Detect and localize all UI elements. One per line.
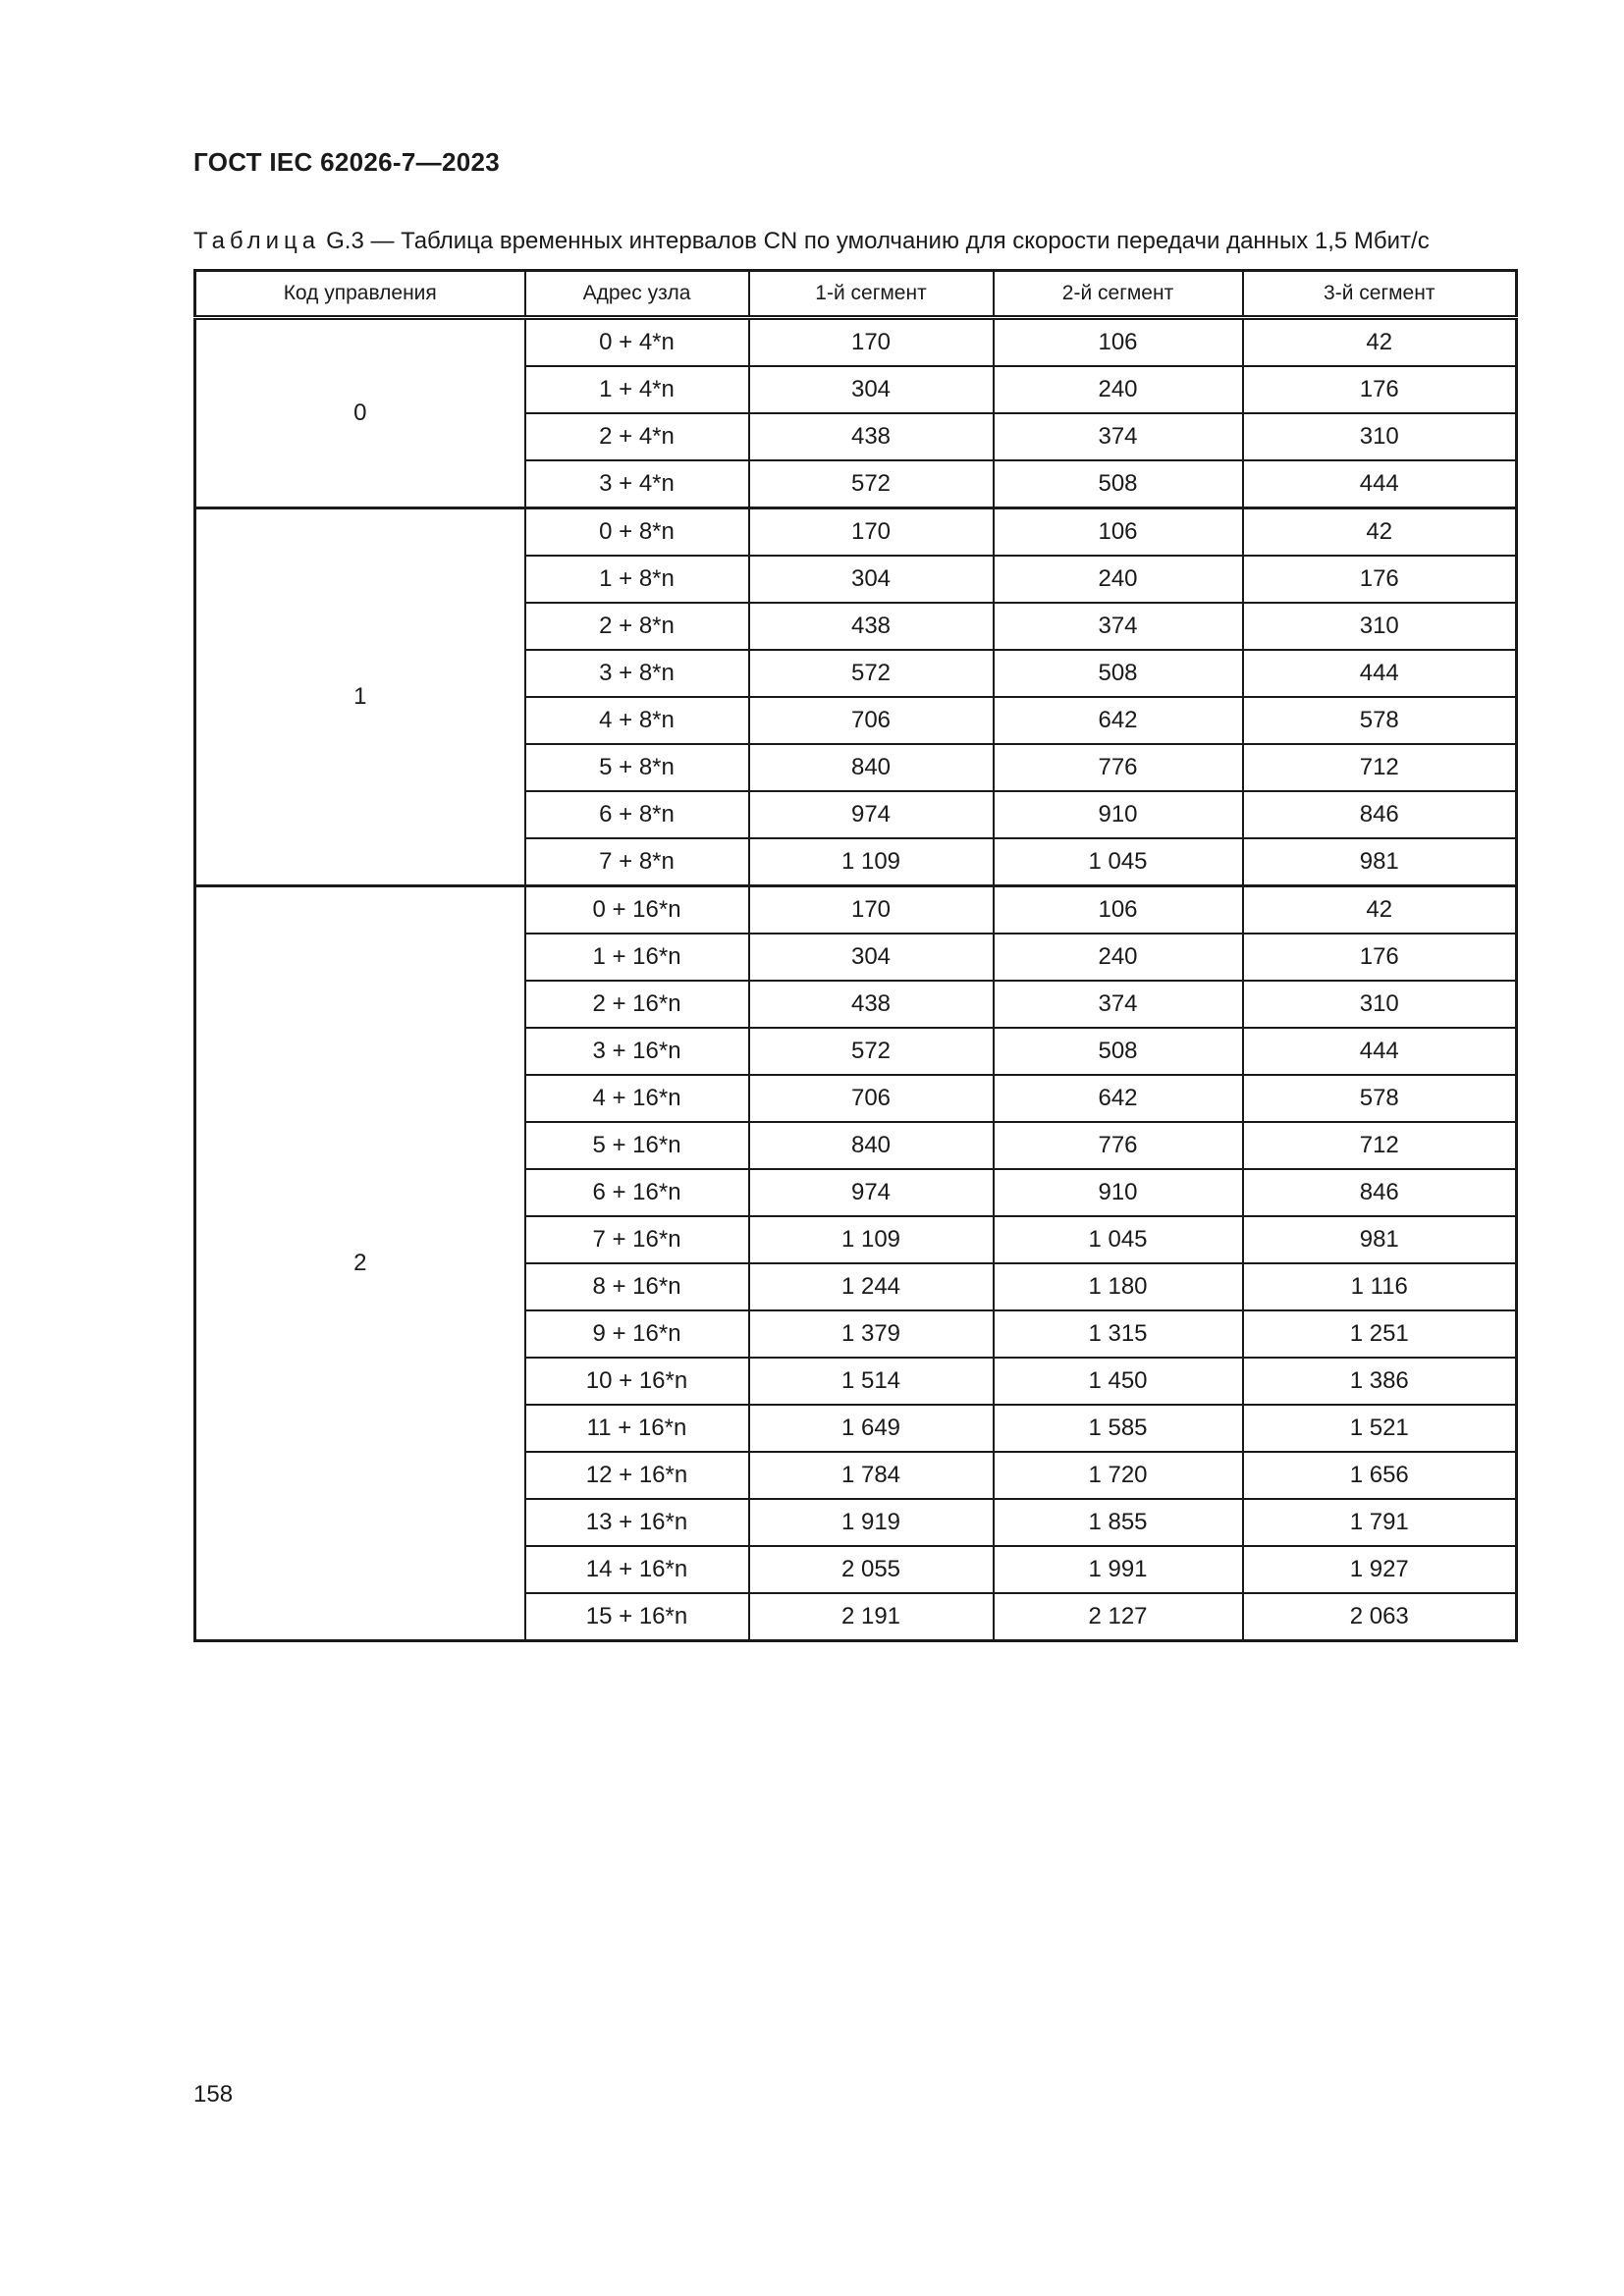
segment-3-cell: 1 251 [1243,1310,1517,1358]
segment-2-cell: 1 180 [994,1263,1243,1310]
node-address-cell: 7 + 8*n [525,838,749,886]
node-address-cell: 2 + 16*n [525,981,749,1028]
segment-1-cell: 170 [749,886,994,934]
segment-2-cell: 642 [994,697,1243,744]
segment-3-cell: 578 [1243,1075,1517,1122]
table-caption-text: G.3 — Таблица временных интервалов CN по умолчанию для скорости передачи данных 1,5 Мбит/с [326,228,1430,254]
control-code-cell: 0 [195,318,525,508]
segment-2-cell: 106 [994,318,1243,367]
node-address-cell: 3 + 16*n [525,1028,749,1075]
segment-3-cell: 444 [1243,650,1517,697]
segment-3-cell: 176 [1243,366,1517,413]
segment-3-cell: 42 [1243,886,1517,934]
segment-1-cell: 438 [749,413,994,460]
segment-2-cell: 374 [994,603,1243,650]
segment-1-cell: 1 919 [749,1499,994,1546]
segment-1-cell: 706 [749,1075,994,1122]
segment-3-cell: 176 [1243,934,1517,981]
segment-2-cell: 240 [994,366,1243,413]
node-address-cell: 3 + 4*n [525,460,749,508]
node-address-cell: 5 + 16*n [525,1122,749,1169]
column-header-segment-2: 2-й сегмент [994,271,1243,318]
segment-3-cell: 1 386 [1243,1358,1517,1405]
segment-1-cell: 840 [749,1122,994,1169]
segment-1-cell: 974 [749,791,994,838]
table-row [195,318,1517,367]
segment-1-cell: 170 [749,318,994,367]
node-address-cell: 14 + 16*n [525,1546,749,1593]
segment-3-cell: 1 656 [1243,1452,1517,1499]
table-row [195,886,1517,934]
segment-2-cell: 1 991 [994,1546,1243,1593]
segment-1-cell: 1 379 [749,1310,994,1358]
node-address-cell: 4 + 16*n [525,1075,749,1122]
segment-2-cell: 106 [994,508,1243,557]
segment-1-cell: 1 109 [749,1216,994,1263]
segment-3-cell: 846 [1243,791,1517,838]
segment-1-cell: 706 [749,697,994,744]
segment-1-cell: 2 191 [749,1593,994,1641]
segment-2-cell: 374 [994,413,1243,460]
segment-1-cell: 1 244 [749,1263,994,1310]
segment-1-cell: 438 [749,981,994,1028]
segment-2-cell: 1 045 [994,838,1243,886]
segment-1-cell: 304 [749,934,994,981]
segment-3-cell: 712 [1243,744,1517,791]
segment-3-cell: 1 791 [1243,1499,1517,1546]
node-address-cell: 6 + 8*n [525,791,749,838]
node-address-cell: 11 + 16*n [525,1405,749,1452]
segment-1-cell: 1 784 [749,1452,994,1499]
segment-2-cell: 642 [994,1075,1243,1122]
node-address-cell: 1 + 4*n [525,366,749,413]
table-header-row [195,271,1517,318]
node-address-cell: 12 + 16*n [525,1452,749,1499]
segment-2-cell: 1 855 [994,1499,1243,1546]
segment-2-cell: 1 720 [994,1452,1243,1499]
table-caption-label: Таблица [193,228,321,254]
column-header-segment-3: 3-й сегмент [1243,271,1517,318]
node-address-cell: 2 + 4*n [525,413,749,460]
table-caption [193,228,1430,255]
segment-2-cell: 1 045 [994,1216,1243,1263]
segment-1-cell: 1 109 [749,838,994,886]
segment-2-cell: 910 [994,1169,1243,1216]
column-header-segment-1: 1-й сегмент [749,271,994,318]
node-address-cell: 3 + 8*n [525,650,749,697]
node-address-cell: 15 + 16*n [525,1593,749,1641]
segment-3-cell: 444 [1243,460,1517,508]
segment-1-cell: 840 [749,744,994,791]
node-address-cell: 1 + 8*n [525,556,749,603]
column-header-control-code: Код управления [195,271,525,318]
segment-2-cell: 508 [994,460,1243,508]
segment-3-cell: 2 063 [1243,1593,1517,1641]
node-address-cell: 2 + 8*n [525,603,749,650]
node-address-cell: 5 + 8*n [525,744,749,791]
segment-3-cell: 846 [1243,1169,1517,1216]
segment-2-cell: 374 [994,981,1243,1028]
segment-2-cell: 508 [994,1028,1243,1075]
segment-1-cell: 572 [749,460,994,508]
table-body [195,318,1517,1641]
segment-2-cell: 1 315 [994,1310,1243,1358]
segment-1-cell: 572 [749,1028,994,1075]
segment-2-cell: 1 450 [994,1358,1243,1405]
segment-3-cell: 578 [1243,697,1517,744]
segment-2-cell: 1 585 [994,1405,1243,1452]
segment-3-cell: 310 [1243,981,1517,1028]
segment-3-cell: 1 521 [1243,1405,1517,1452]
table-row [195,508,1517,557]
node-address-cell: 0 + 8*n [525,508,749,557]
segment-1-cell: 2 055 [749,1546,994,1593]
segment-2-cell: 508 [994,650,1243,697]
segment-1-cell: 170 [749,508,994,557]
segment-3-cell: 310 [1243,413,1517,460]
node-address-cell: 8 + 16*n [525,1263,749,1310]
segment-3-cell: 1 927 [1243,1546,1517,1593]
segment-3-cell: 444 [1243,1028,1517,1075]
timing-table [193,269,1518,1642]
segment-2-cell: 776 [994,744,1243,791]
node-address-cell: 10 + 16*n [525,1358,749,1405]
node-address-cell: 4 + 8*n [525,697,749,744]
segment-1-cell: 304 [749,556,994,603]
segment-2-cell: 776 [994,1122,1243,1169]
segment-3-cell: 42 [1243,318,1517,367]
node-address-cell: 7 + 16*n [525,1216,749,1263]
segment-1-cell: 438 [749,603,994,650]
page-number: 158 [193,2081,234,2108]
segment-1-cell: 1 649 [749,1405,994,1452]
node-address-cell: 9 + 16*n [525,1310,749,1358]
segment-3-cell: 176 [1243,556,1517,603]
segment-1-cell: 572 [749,650,994,697]
segment-2-cell: 910 [994,791,1243,838]
column-header-node-address: Адрес узла [525,271,749,318]
segment-2-cell: 106 [994,886,1243,934]
segment-1-cell: 974 [749,1169,994,1216]
segment-2-cell: 240 [994,556,1243,603]
node-address-cell: 13 + 16*n [525,1499,749,1546]
segment-3-cell: 981 [1243,1216,1517,1263]
segment-3-cell: 981 [1243,838,1517,886]
segment-2-cell: 2 127 [994,1593,1243,1641]
control-code-cell: 2 [195,886,525,1641]
node-address-cell: 1 + 16*n [525,934,749,981]
segment-3-cell: 1 116 [1243,1263,1517,1310]
document-title: ГОСТ IEC 62026-7—2023 [193,147,500,177]
node-address-cell: 0 + 4*n [525,318,749,367]
segment-3-cell: 42 [1243,508,1517,557]
segment-1-cell: 304 [749,366,994,413]
segment-3-cell: 712 [1243,1122,1517,1169]
control-code-cell: 1 [195,508,525,886]
segment-3-cell: 310 [1243,603,1517,650]
node-address-cell: 6 + 16*n [525,1169,749,1216]
segment-1-cell: 1 514 [749,1358,994,1405]
node-address-cell: 0 + 16*n [525,886,749,934]
segment-2-cell: 240 [994,934,1243,981]
